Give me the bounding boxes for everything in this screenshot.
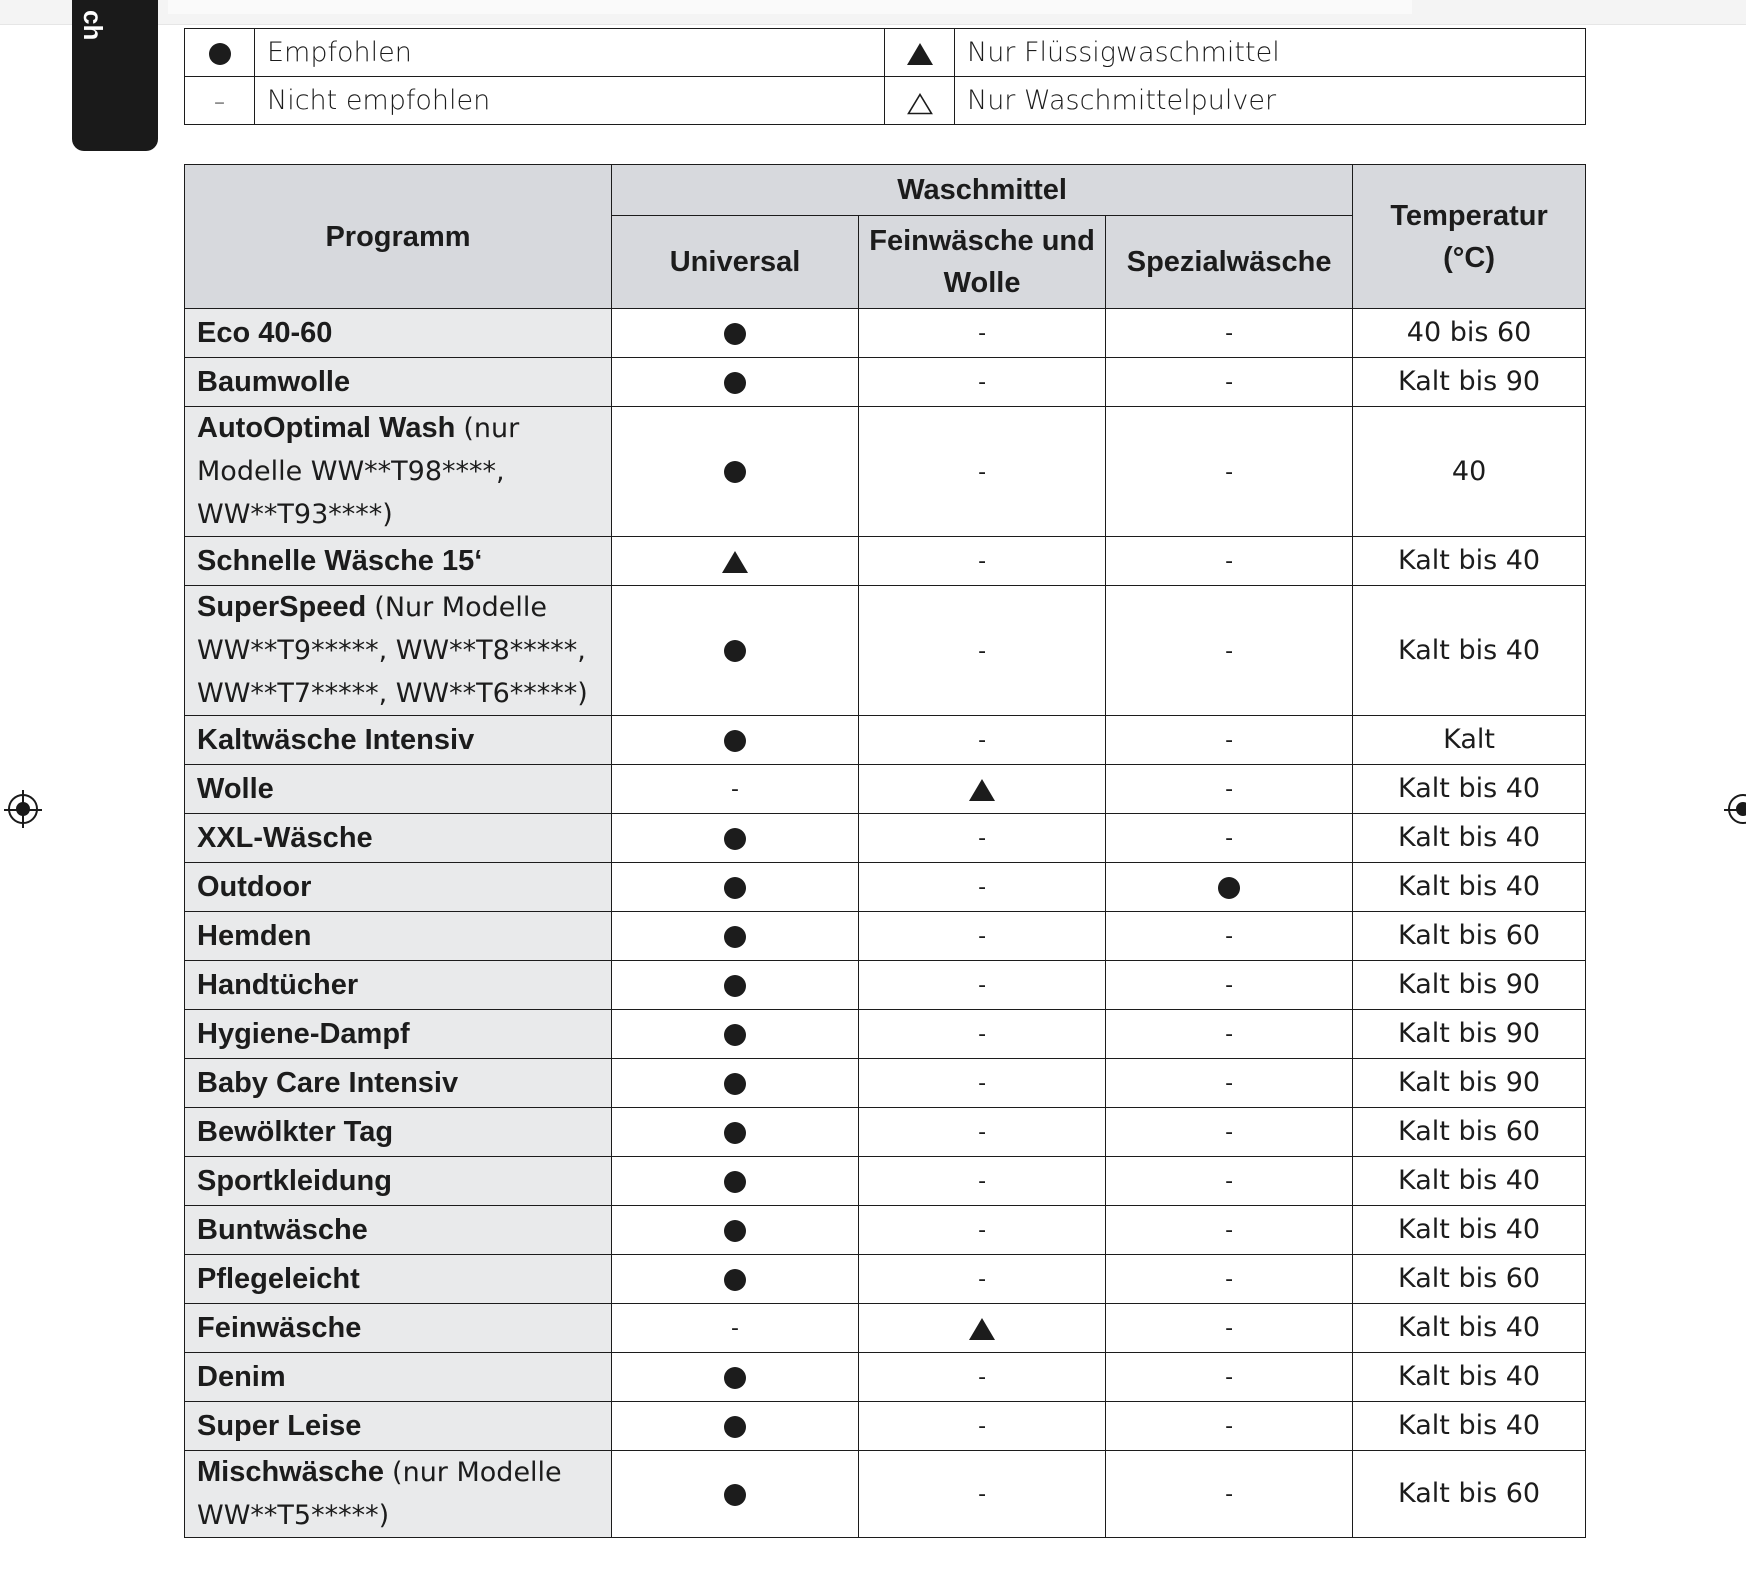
table-row — [185, 1353, 1586, 1402]
fine-cell — [859, 1206, 1106, 1255]
temperature-cell: Kalt bis 40 — [1353, 537, 1586, 586]
legend-dash-icon: – — [214, 90, 225, 115]
temperature-cell: Kalt bis 40 — [1353, 863, 1586, 912]
program-name: Super Leise — [197, 1410, 362, 1442]
temperature-cell: 40 bis 60 — [1353, 309, 1586, 358]
universal-cell — [612, 1157, 859, 1206]
universal-dot-icon — [724, 323, 746, 345]
legend-label: Nur Flüssigwaschmittel — [955, 29, 1586, 77]
fine-cell — [859, 1402, 1106, 1451]
universal-cell — [612, 407, 859, 537]
special-cell — [1106, 912, 1353, 961]
program-cell — [185, 309, 612, 358]
fine-dash: - — [978, 370, 987, 395]
page-top-bar-inner — [168, 0, 1412, 14]
table-row — [185, 1206, 1586, 1255]
fine-cell — [859, 1059, 1106, 1108]
special-dash: - — [1225, 1218, 1234, 1243]
program-detergent-table — [184, 164, 1586, 1538]
special-cell — [1106, 1353, 1353, 1402]
special-dash: - — [1225, 1365, 1234, 1390]
temperature-cell: Kalt bis 90 — [1353, 1059, 1586, 1108]
legend-triangle-icon — [907, 43, 933, 65]
program-cell — [185, 1402, 612, 1451]
special-cell — [1106, 1402, 1353, 1451]
registration-mark-right-icon — [1728, 794, 1746, 824]
fine-cell — [859, 765, 1106, 814]
page-top-bar — [0, 0, 1746, 25]
universal-cell — [612, 1402, 859, 1451]
universal-dot-icon — [724, 640, 746, 662]
symbol-legend-table — [184, 28, 1586, 125]
fine-dash: - — [978, 1365, 987, 1390]
table-row — [185, 1157, 1586, 1206]
universal-cell — [612, 1059, 859, 1108]
special-dash: - — [1225, 826, 1234, 851]
special-cell — [1106, 961, 1353, 1010]
program-cell — [185, 961, 612, 1010]
table-row — [185, 1059, 1586, 1108]
program-cell — [185, 407, 612, 537]
special-dash: - — [1225, 1071, 1234, 1096]
special-cell — [1106, 407, 1353, 537]
fine-dash: - — [978, 459, 987, 485]
special-dash: - — [1225, 1482, 1234, 1507]
program-cell — [185, 1108, 612, 1157]
universal-cell — [612, 1353, 859, 1402]
temperature-cell: Kalt bis 40 — [1353, 1402, 1586, 1451]
table-row — [185, 716, 1586, 765]
fine-dash: - — [978, 1120, 987, 1145]
fine-cell — [859, 407, 1106, 537]
universal-dot-icon — [724, 828, 746, 850]
special-dash: - — [1225, 549, 1234, 574]
fine-dash: - — [978, 1071, 987, 1096]
universal-triangle-icon — [722, 551, 748, 573]
fine-dash: - — [978, 826, 987, 851]
universal-dot-icon — [724, 1367, 746, 1389]
special-dash: - — [1225, 1414, 1234, 1439]
universal-cell — [612, 1108, 859, 1157]
special-dash: - — [1225, 321, 1234, 346]
legend-row — [185, 29, 1586, 77]
program-name: Hemden — [197, 920, 312, 952]
special-cell — [1106, 1255, 1353, 1304]
header-program: Programm — [185, 165, 612, 309]
temperature-cell: Kalt bis 60 — [1353, 1108, 1586, 1157]
temperature-cell: Kalt bis 90 — [1353, 1010, 1586, 1059]
universal-cell — [612, 716, 859, 765]
universal-cell — [612, 1206, 859, 1255]
universal-cell — [612, 309, 859, 358]
universal-dot-icon — [724, 372, 746, 394]
special-dash: - — [1225, 1022, 1234, 1047]
program-cell — [185, 1059, 612, 1108]
legend-label: Nur Waschmittelpulver — [955, 77, 1586, 125]
universal-dot-icon — [724, 1220, 746, 1242]
legend-triangle-outline-icon — [907, 91, 933, 113]
program-cell — [185, 1206, 612, 1255]
special-cell — [1106, 716, 1353, 765]
universal-dot-icon — [724, 461, 746, 483]
special-cell — [1106, 1108, 1353, 1157]
fine-cell — [859, 961, 1106, 1010]
fine-dash: - — [978, 549, 987, 574]
fine-cell — [859, 537, 1106, 586]
special-cell — [1106, 309, 1353, 358]
special-cell — [1106, 586, 1353, 716]
program-cell — [185, 1451, 612, 1538]
header-temperature: Temperatur (°C) — [1353, 165, 1586, 309]
special-cell — [1106, 1451, 1353, 1538]
fine-dash: - — [978, 1414, 987, 1439]
table-row — [185, 765, 1586, 814]
program-cell — [185, 716, 612, 765]
universal-dot-icon — [724, 926, 746, 948]
special-cell — [1106, 863, 1353, 912]
fine-dash: - — [978, 321, 987, 346]
temperature-cell: Kalt bis 40 — [1353, 1304, 1586, 1353]
temperature-cell: Kalt bis 60 — [1353, 1451, 1586, 1538]
universal-cell — [612, 1255, 859, 1304]
program-cell — [185, 912, 612, 961]
program-name: Hygiene-Dampf — [197, 1018, 410, 1050]
program-name: Handtücher — [197, 969, 359, 1001]
legend-label: Empfohlen — [255, 29, 885, 77]
temperature-cell: Kalt bis 40 — [1353, 1353, 1586, 1402]
fine-dash: - — [978, 973, 987, 998]
program-cell — [185, 863, 612, 912]
legend-label: Nicht empfohlen — [255, 77, 885, 125]
universal-cell — [612, 961, 859, 1010]
special-dash: - — [1225, 973, 1234, 998]
program-name: Mischwäsche — [197, 1456, 384, 1488]
program-note: (nur Modelle WW**T5*****) — [197, 1457, 562, 1531]
special-cell — [1106, 358, 1353, 407]
fine-dash: - — [978, 1267, 987, 1292]
universal-dash: - — [731, 1316, 739, 1341]
temperature-cell: Kalt bis 90 — [1353, 961, 1586, 1010]
fine-dash: - — [978, 924, 987, 949]
table-row — [185, 358, 1586, 407]
special-dash: - — [1225, 1267, 1234, 1292]
universal-dash: - — [731, 777, 739, 802]
temperature-cell: Kalt bis 40 — [1353, 1206, 1586, 1255]
universal-dot-icon — [724, 877, 746, 899]
fine-dash: - — [978, 1218, 987, 1243]
table-row — [185, 1255, 1586, 1304]
program-cell — [185, 1255, 612, 1304]
universal-cell — [612, 1010, 859, 1059]
universal-dot-icon — [724, 1024, 746, 1046]
table-row — [185, 814, 1586, 863]
special-dash: - — [1225, 924, 1234, 949]
fine-dash: - — [978, 638, 987, 664]
program-cell — [185, 765, 612, 814]
registration-mark-left-line — [22, 790, 24, 828]
universal-dot-icon — [724, 1171, 746, 1193]
universal-cell — [612, 358, 859, 407]
special-dash: - — [1225, 459, 1234, 485]
special-cell — [1106, 1206, 1353, 1255]
temperature-cell: Kalt bis 40 — [1353, 814, 1586, 863]
special-cell — [1106, 537, 1353, 586]
program-cell — [185, 586, 612, 716]
program-name: Bewölkter Tag — [197, 1116, 394, 1148]
fine-cell — [859, 1255, 1106, 1304]
program-name: Pflegeleicht — [197, 1263, 360, 1295]
program-name: Kaltwäsche Intensiv — [197, 724, 475, 756]
fine-cell — [859, 863, 1106, 912]
program-cell — [185, 358, 612, 407]
program-name: Denim — [197, 1361, 286, 1393]
table-row — [185, 961, 1586, 1010]
table-row — [185, 1451, 1586, 1538]
universal-dot-icon — [724, 1269, 746, 1291]
special-cell — [1106, 765, 1353, 814]
special-cell — [1106, 814, 1353, 863]
temperature-cell: Kalt bis 60 — [1353, 1255, 1586, 1304]
legend-symbol-cell — [185, 77, 255, 125]
program-name: XXL-Wäsche — [197, 822, 373, 854]
fine-cell — [859, 912, 1106, 961]
special-dash: - — [1225, 728, 1234, 753]
program-cell — [185, 1157, 612, 1206]
legend-symbol-cell — [885, 77, 955, 125]
fine-triangle-icon — [969, 1318, 995, 1340]
universal-dot-icon — [724, 1073, 746, 1095]
universal-dot-icon — [724, 730, 746, 752]
fine-triangle-icon — [969, 779, 995, 801]
fine-cell — [859, 586, 1106, 716]
fine-cell — [859, 1353, 1106, 1402]
universal-cell — [612, 1451, 859, 1538]
program-name: Baumwolle — [197, 366, 351, 398]
program-name: Buntwäsche — [197, 1214, 368, 1246]
program-name: Eco 40-60 — [197, 317, 333, 349]
table-row — [185, 1304, 1586, 1353]
temperature-cell: Kalt bis 40 — [1353, 765, 1586, 814]
fine-dash: - — [978, 875, 987, 900]
fine-cell — [859, 1157, 1106, 1206]
special-dash: - — [1225, 638, 1234, 664]
program-name: Sportkleidung — [197, 1165, 392, 1197]
program-note: (Nur Modelle WW**T9*****, WW**T8*****, WW**T7*****, WW**T6*****) — [197, 592, 588, 709]
header-fine: Feinwäsche und Wolle — [859, 216, 1106, 309]
universal-dot-icon — [724, 975, 746, 997]
program-cell — [185, 1353, 612, 1402]
fine-dash: - — [978, 1022, 987, 1047]
fine-cell — [859, 1108, 1106, 1157]
special-cell — [1106, 1010, 1353, 1059]
header-row-1 — [185, 165, 1586, 216]
special-cell — [1106, 1059, 1353, 1108]
fine-cell — [859, 358, 1106, 407]
legend-row — [185, 77, 1586, 125]
program-cell — [185, 537, 612, 586]
universal-dot-icon — [724, 1122, 746, 1144]
special-cell — [1106, 1157, 1353, 1206]
universal-cell — [612, 814, 859, 863]
fine-cell — [859, 716, 1106, 765]
fine-dash: - — [978, 728, 987, 753]
program-name: Baby Care Intensiv — [197, 1067, 459, 1099]
fine-dash: - — [978, 1482, 987, 1507]
program-note: (nur Modelle WW**T98****, WW**T93****) — [197, 413, 520, 530]
universal-cell — [612, 586, 859, 716]
header-universal: Universal — [612, 216, 859, 309]
temperature-cell: Kalt bis 90 — [1353, 358, 1586, 407]
program-name: SuperSpeed — [197, 591, 367, 623]
temperature-cell: Kalt bis 40 — [1353, 586, 1586, 716]
program-cell — [185, 1304, 612, 1353]
header-special: Spezialwäsche — [1106, 216, 1353, 309]
fine-cell — [859, 309, 1106, 358]
universal-cell — [612, 863, 859, 912]
table-row — [185, 586, 1586, 716]
temperature-cell: Kalt bis 60 — [1353, 912, 1586, 961]
universal-dot-icon — [724, 1416, 746, 1438]
universal-cell — [612, 1304, 859, 1353]
table-row — [185, 1402, 1586, 1451]
legend-dot-icon — [209, 43, 231, 65]
program-cell — [185, 814, 612, 863]
temperature-cell: Kalt bis 40 — [1353, 1157, 1586, 1206]
special-dot-icon — [1218, 877, 1240, 899]
fine-cell — [859, 1451, 1106, 1538]
fine-cell — [859, 814, 1106, 863]
special-dash: - — [1225, 1120, 1234, 1145]
fine-dash: - — [978, 1169, 987, 1194]
special-dash: - — [1225, 777, 1234, 802]
special-cell — [1106, 1304, 1353, 1353]
special-dash: - — [1225, 1316, 1234, 1341]
program-cell — [185, 1010, 612, 1059]
special-dash: - — [1225, 370, 1234, 395]
program-name: Feinwäsche — [197, 1312, 362, 1344]
temperature-cell: 40 — [1353, 407, 1586, 537]
table-row — [185, 912, 1586, 961]
fine-cell — [859, 1010, 1106, 1059]
universal-cell — [612, 765, 859, 814]
universal-dot-icon — [724, 1484, 746, 1506]
fine-cell — [859, 1304, 1106, 1353]
table-row — [185, 537, 1586, 586]
temperature-cell: Kalt — [1353, 716, 1586, 765]
table-row — [185, 309, 1586, 358]
universal-cell — [612, 912, 859, 961]
language-side-tab-label: ch — [78, 10, 108, 41]
table-row — [185, 1108, 1586, 1157]
header-detergent-group: Waschmittel — [612, 165, 1353, 216]
program-name: Outdoor — [197, 871, 312, 903]
legend-symbol-cell — [885, 29, 955, 77]
table-row — [185, 1010, 1586, 1059]
special-dash: - — [1225, 1169, 1234, 1194]
table-row — [185, 407, 1586, 537]
universal-cell — [612, 537, 859, 586]
table-row — [185, 863, 1586, 912]
legend-symbol-cell — [185, 29, 255, 77]
program-name: Wolle — [197, 773, 274, 805]
program-name: AutoOptimal Wash — [197, 412, 456, 444]
program-name: Schnelle Wäsche 15‘ — [197, 545, 483, 577]
